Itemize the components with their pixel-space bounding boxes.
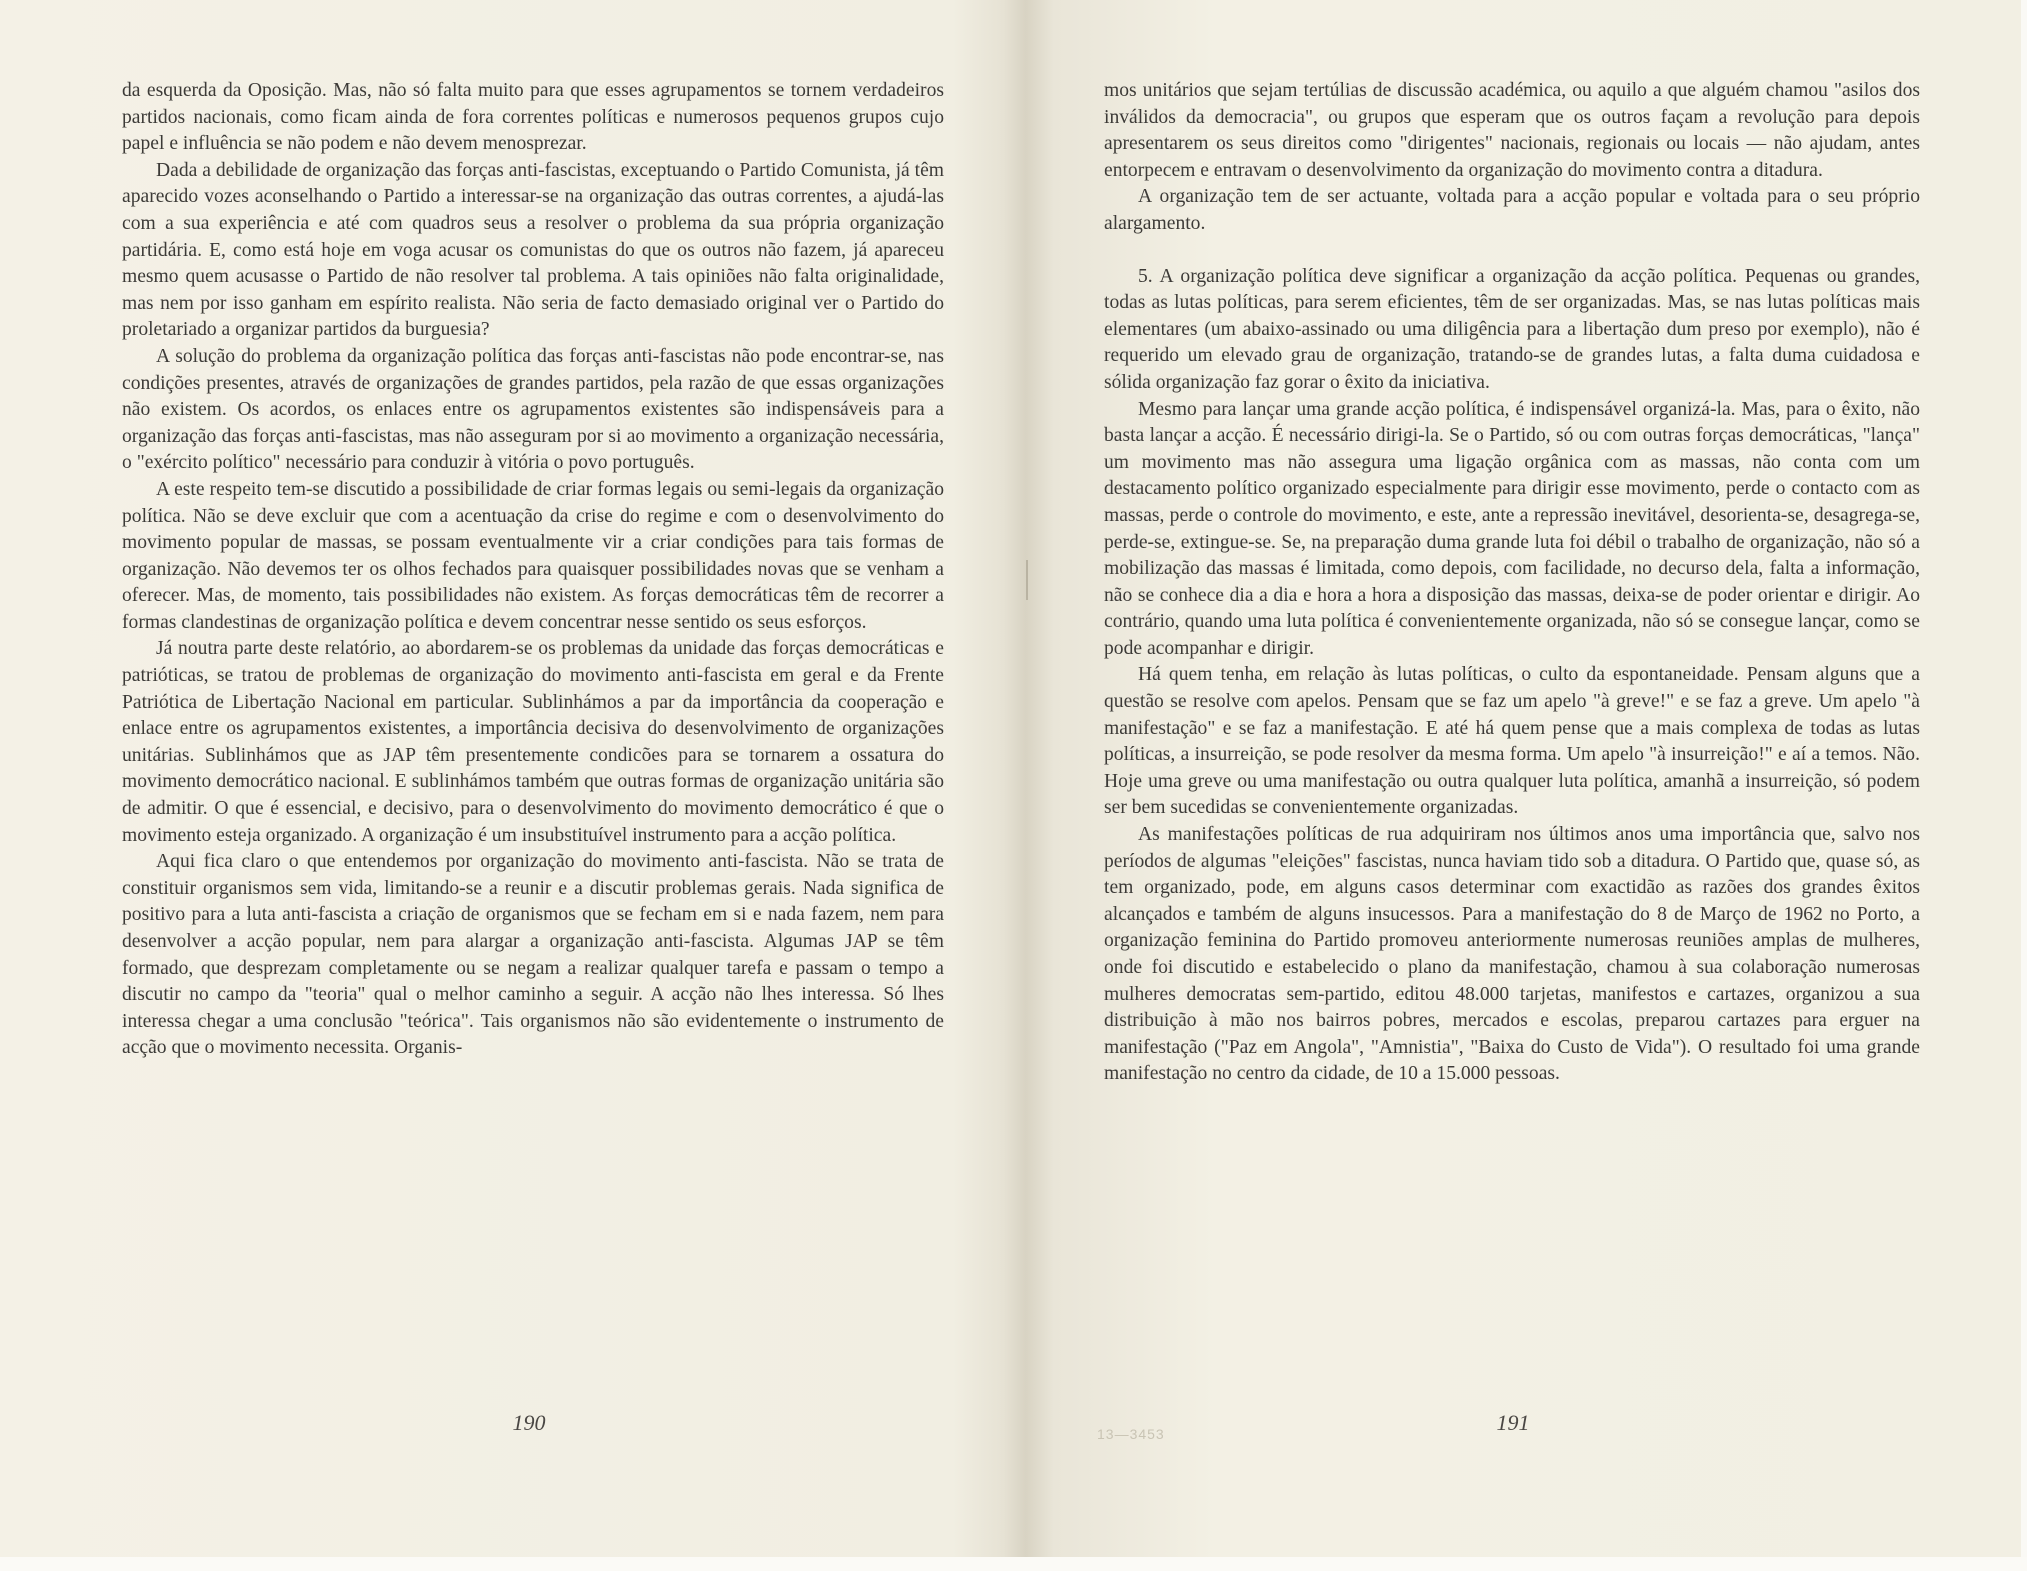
- paragraph: Há quem tenha, em relação às lutas políticas, o culto da espontaneidade. Pensam alguns que a questão se resolve com apelos. Pensam que se faz um apelo "à greve!" e se faz a greve. Um apelo "à manifestação" e se faz a manifestação. E até há quem pense que a mais complexa de todas as lutas políticas, a insurreição, se pode resolver da mesma forma. Um apelo "à insurreição!" e aí a temos. Não. Hoje uma greve ou uma manifestação ou outra qualquer luta política, amanhã a insurreição, só podem ser bem sucedidas se convenientemente organizadas.: [1104, 664, 1920, 819]
- paragraph: A solução do problema da organização política das forças anti-fascistas não pode encontrar-se, nas condições presentes, através de organizações de grandes partidos, pela razão de que essas organizações não existem. Os acordos, os enlaces entre os agrupamentos existentes são indispensáveis para a organização das forças anti-fascistas, mas não asseguram por si ao movimento a organização necessária, o "exército político" necessário para conduzir à vitória o povo português.: [122, 345, 944, 474]
- paragraph: Aqui fica claro o que entendemos por organização do movimento anti-fascista. Não se trata de constituir organismos sem vida, limitando-se a reunir e a discutir problemas gerais. Nada significa de positivo para a luta anti-fascista a criação de organismos que se fecham em si e nada fazem, nem para desenvolver a acção popular, nem para alargar a organização anti-fascista. Algumas JAP se têm formado, que desprezam completamente ou se negam a realizar qualquer tarefa e passam o tempo a discutir no campo da "teoria" qual o melhor caminho a seguir. A acção não lhes interessa. Só lhes interessa chegar a uma conclusão "teórica". Tais organismos não são evidentemente o instrumento de acção que o movimento necessita. Organis-: [122, 851, 944, 1059]
- right-page-text: [1104, 78, 1920, 1088]
- left-page-text: [122, 78, 944, 1062]
- paragraph: da esquerda da Oposição. Mas, não só falta muito para que esses agrupamentos se tornem verdadeiros partidos nacionais, como ficam ainda de fora correntes políticas e numerosos pequenos grupos cujo papel e influência se não podem e não devem menosprezar.: [122, 80, 944, 155]
- paragraph: A este respeito tem-se discutido a possibilidade de criar formas legais ou semi-legais da organização política. Não se deve excluir que com a acentuação da crise do regime e com o desenvolvimento do movimento popular de massas, se possam eventualmente vir a criar condições para tais formas de organização. Não devemos ter os olhos fechados para quaisquer possibilidades novas que se venham a oferecer. Mas, de momento, tais possibilidades não existem. As forças democráticas têm de recorrer a formas clandestinas de organização política e devem concentrar nesse sentido os seus esforços.: [122, 478, 944, 633]
- paragraph: 5. A organização política deve significar a organização da acção política. Pequenas ou grandes, todas as lutas políticas, para serem eficientes, têm de ser organizadas. Mas, se nas lutas políticas mais elementares (um abaixo-assinado ou uma diligência para a libertação dum preso por exemplo), não é requerido um elevado grau de organização, tratando-se de grandes lutas, a falta duma cuidadosa e sólida organização faz gorar o êxito da iniciativa.: [1104, 265, 1920, 393]
- page-number-right: 191: [1496, 1410, 1530, 1435]
- printer-signature-mark: 13—3453: [1097, 1426, 1165, 1442]
- page-edge-bottom: [0, 1557, 2027, 1571]
- page-edge: [2021, 0, 2027, 1571]
- gutter-shadow: [1026, 560, 1028, 600]
- paragraph: Dada a debilidade de organização das forças anti-fascistas, exceptuando o Partido Comunista, já têm aparecido vozes aconselhando o Partido a interessar-se na organização das outras correntes, a ajudá-las com a sua experiência e até com quadros seus a resolver o problema da sua própria organização partidária. E, como está hoje em voga acusar os comunistas do que os outros não fazem, já apareceu mesmo quem acusasse o Partido de não resolver tal problema. A tais opiniões não falta originalidade, mas nem por isso ganham em espírito realista. Não seria de facto demasiado original ver o Partido do proletariado a organizar partidos da burguesia?: [122, 159, 945, 341]
- paragraph: Mesmo para lançar uma grande acção política, é indispensável organizá-la. Mas, para o êxito, não basta lançar a acção. É necessário dirigi-la. Se o Partido, só ou com outras forças democráticas, "lança" um movimento mas não assegura uma ligação orgânica com as massas, não conta com um destacamento político organizado especialmente para dirigir esse movimento, perde o contacto com as massas, perde o controle do movimento, e este, ante a repressão inevitável, desorienta-se, desagrega-se, perde-se, extingue-se. Se, na preparação duma grande luta foi débil o trabalho de organização, não só a mobilização das massas é limitada, como depois, com facilidade, no decurso dela, falta a informação, não se conhece dia a dia e hora a hora a disposição das massas, deixa-se de poder orientar e dirigir. Ao contrário, quando uma luta política é convenientemente organizada, não só se consegue lançar, como se pode acompanhar e dirigir.: [1104, 398, 1920, 659]
- paragraph: A organização tem de ser actuante, voltada para a acção popular e voltada para o seu próprio alargamento.: [1104, 186, 1920, 234]
- paragraph: As manifestações políticas de rua adquiriram nos últimos anos uma importância que, salvo nos períodos de algumas "eleições" fascistas, nunca haviam tido sob a ditadura. O Partido que, quase só, as tem organizado, pode, em alguns casos determinar com exactidão as razões dos grandes êxitos alcançados e também de alguns insucessos. Para a manifestação do 8 de Março de 1962 no Porto, a organização feminina do Partido promoveu anteriormente numerosas reuniões amplas de mulheres, onde foi discutido e estabelecido o plano da manifestação, chamou à sua colaboração numerosas mulheres democratas sem-partido, editou 48.000 tarjetas, manifestos e cartazes, organizou a sua distribuição à mão nos bairros pobres, mercados e escolas, preparou cartazes para erguer na manifestação ("Paz em Angola", "Amnistia", "Baixa do Custo de Vida"). O resultado foi uma grande manifestação no centro da cidade, de 10 a 15.000 pessoas.: [1104, 824, 1920, 1085]
- paragraph: Já noutra parte deste relatório, ao abordarem-se os problemas da unidade das forças democráticas e patrióticas, se tratou de problemas de organização do movimento anti-fascista em geral e da Frente Patriótica de Libertação Nacional em particular. Sublinhámos a par da importância da cooperação e enlace entre os agrupamentos existentes, a importância decisiva do desenvolvimento de organizações unitárias. Sublinhámos que as JAP têm presentemente condicões para se tornarem a ossatura do movimento democrático nacional. E sublinhámos também que outras formas de organização unitária são de admitir. O que é essencial, e decisivo, para o desenvolvimento do movimento democrático é que o movimento esteja organizado. A organização é um insubstituível instrumento para a acção política.: [122, 638, 944, 846]
- page-number-left: 190: [512, 1410, 546, 1435]
- paragraph: mos unitários que sejam tertúlias de discussão académica, ou aquilo a que alguém chamou "asilos dos inválidos da democracia", ou grupos que esperam que os outros façam a revolução para depois apresentarem os seus direitos como "dirigentes" nacionais, regionais ou locais — não ajudam, antes entorpecem e entravam o desenvolvimento da organização do movimento contra a ditadura.: [1104, 80, 1920, 181]
